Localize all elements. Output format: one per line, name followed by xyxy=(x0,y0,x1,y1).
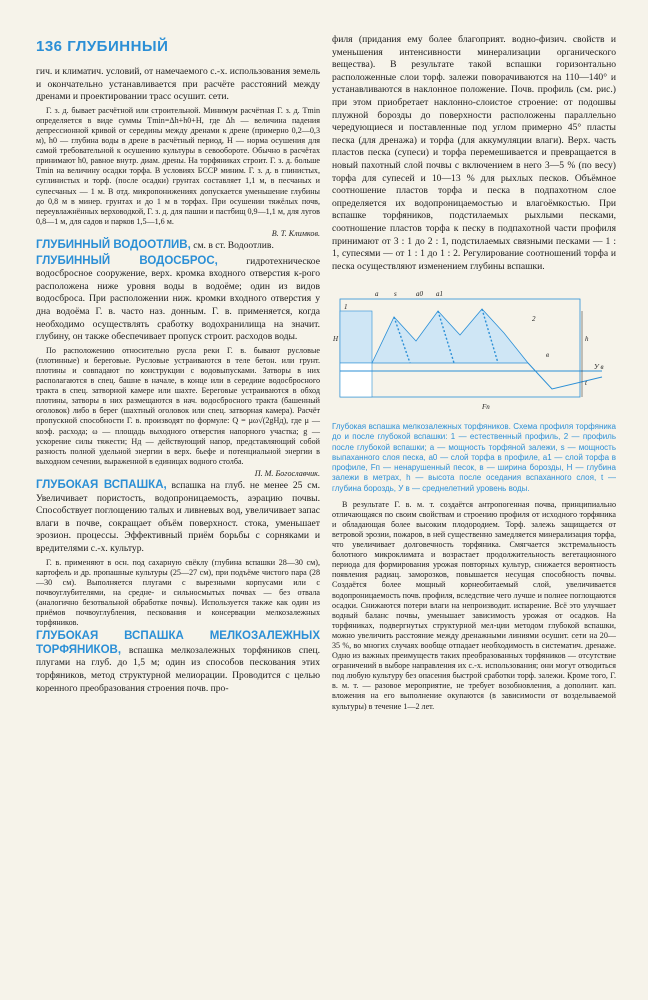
plowed-layer xyxy=(372,309,528,363)
author-signature: В. Т. Климков. xyxy=(271,228,320,238)
label-2: 2 xyxy=(532,315,536,324)
entry-glubokaya-vspashka-torfyanikov xyxy=(36,630,320,695)
label-a0: a0 xyxy=(416,290,423,299)
furrow-bottom xyxy=(528,363,602,389)
headword: ГЛУБОКАЯ ВСПАШКА, xyxy=(36,478,167,491)
label-a: a xyxy=(375,290,379,299)
label-H: H xyxy=(333,335,339,344)
natural-profile-peat xyxy=(340,311,372,363)
label-Uv: У в xyxy=(594,363,604,372)
headword: ГЛУБИННЫЙ ВОДООТЛИВ, xyxy=(36,239,191,251)
entry-body: гидротехническое водосбросное сооружение, верх. кромка входного отверстия к-рого расположена ниже уровня воды в водоёме; один из видов водосброса. При расположении ниж. кромки входного отверстия у дна водоёма Г. в. часто наз. донным. Г. в. применяется, когда необходимо осуществлять сработку водохранилища на значит. глубину, он также обеспечивает пропуск строит. расходов воды. xyxy=(36,255,320,343)
left-column xyxy=(36,66,320,697)
author-signature: П. М. Богославчик. xyxy=(254,468,320,478)
entry-glubinny-vodootliv xyxy=(36,239,320,253)
label-s: s xyxy=(394,290,397,299)
natural-profile-sand xyxy=(340,363,372,397)
label-Fp: Fп xyxy=(482,403,490,412)
entry-glubinny-vodosbros xyxy=(36,255,320,344)
figure-caption: Глубокая вспашка мелкозалежных торфяников. Схема профиля торфяника до и после глубокой вспашки: 1 — естественный профиль, 2 — профиль после глубокой вспашки; a — мощность торфяной залежи, s — мощность выпаханного слоя песка, a0 — слой торфа в профиле, a1 — слой торфа в профиле, Fп — ненарушенный песок, в — ширина борозды, H — глубина залежи в метрах, h — высота после оседания вспаханного слоя, t — глубина бороздь, У в — среднелетний уровень воды. xyxy=(332,422,616,493)
label-b: в xyxy=(546,351,550,360)
label-h: h xyxy=(585,335,589,344)
headword: ГЛУБОКАЯ ВСПАШКА МЕЛКОЗАЛЕЖНЫХ ТОРФЯНИКОВ, xyxy=(36,630,320,656)
headword: ГЛУБИННЫЙ ВОДОСБРОС, xyxy=(36,254,218,267)
entry-body: вспашка на глуб. не менее 25 см. Увеличивает пористость, водопроницаемость, аэрацию почвы. Способствует поглощению талых и ливневых вод, увеличивает запас влаги в почве, сокращает объём поверхност. стока, уменьшает эрозион. процессы. Эффективный приём борьбы с сорняками и вредителями с.-х. культур. xyxy=(36,479,320,554)
label-t: t xyxy=(585,379,587,388)
paragraph: гич. и климатич. условий, от намечаемого с.-х. использования земель и окончательно устанавливается при расчёте расстояний между дренами и проектировании трасс осушит. сети. xyxy=(36,66,320,103)
profile-diagram xyxy=(332,281,616,413)
entry-glubokaya-vspashka xyxy=(36,479,320,556)
label-1: 1 xyxy=(344,303,348,312)
entry-body: вспашка мелкозалежных торфяников спец. плугами на глуб. до 1,5 м; один из способов пескования этих торфяников, метод структурной мелиорации. Проводится с целью коренного преобразования строения почв. про- xyxy=(36,644,320,694)
paragraph: филя (придания ему более благоприят. водно-физич. свойств и уменьшения интенсивности минерализации органического вещества). В результате такой вспашки горизонтально расположенные слои торф. залежи поворачиваются на 110—140° и устанавливаются в наклонное положение. Почв. профиль (см. рис.) при этом приобретает наклонно-слоистое строение: от подошвы плужной борозды до поверхности расположены параллельно чередующиеся и поставленные под углом примерно 45° пласты песка (для дренажа) и торфа (для аккумуляции влаги). Верх. часть пластов песка (супеси) и торфа перемешивается и превращается в новый пахотный слой почвы с включением в него 3—5 % (по весу) торфа для супесей и 10—13 % для рыхлых песков. Объёмное соотношение пластов торфа и песка в подпахотном слое определяется их водопроницаемостью и влагоёмкостью. При вспашке торфяников, подстилаемых рыхлыми песками, соотношение пластов торфа к песку в подпахотной части профиля принимают от 3 : 1 до 2 : 1, подстилаемых связными песками — 1 : 1, супесями — от 1 : 1 до 1 : 2. Регулирование соотношений торфа и песка осуществляют изменением глубины вспашки. xyxy=(332,34,616,272)
paragraph: Г. в. применяют в осн. под сахарную свёклу (глубина вспашки 28—30 см), картофель и др. пропашные культуры (25—27 см), при подъёме чистого пара (28—30 см). Выполняется плугами с вырезными корпусами или с почвоуглубителями, на средне- и сильносмытых почвах — без отвала (аналогично безотвальной обработке почвы). Используется также как один из приёмов почвоуглубления, пескования и консервации мелкозалежных торфяников. xyxy=(36,557,320,628)
paragraph: Г. з. д. бывает расчётной или строительной. Минимум расчётная Г. з. д. Tmin определяется в виде суммы Tmin=Δh+h0+H, где Δh — величина падения депрессионной кривой от середины между дренами к дрене (примерно 0,2—0,3 м), h0 — глубина воды в дрене в расчётный период, H — норма осушения для самой требовательной к осушению культуры в севообороте. Обычно в расчётах принимают h0, равное внутр. диам. дрены. На торфяниках строит. Г. з. д. больше Tmin на величину осадки торфа. В условиях БССР миним. Г. з. д. в глинистых, суглинистых и торф. (после осадки) грунтах составляет 1,1 м, в песчаных и супесчаных — 1 м. В отд. микропонижениях допускается уменьшение глубины до 0,8 м в минер. грунтах и до 1 м в торфах. При осушении тяжёлых почв, переувлажнённых верховодкой, Г. з. д. для пашни и пастбищ 0,9—1,1 м, для лугов 0,8—1 м, для садов и парков 1,5—1,6 м. xyxy=(36,105,320,226)
paragraph: По расположению относительно русла реки Г. в. бывают русловые (плотинные) и береговые. Русловые устраиваются в теле бетон. или грунт. плотины и совпадают по конструкции с водовыпусками. Затворы в них располагаются в спец. башне в начале, в конце или в середине водосбросного тракта в спец. затворной камере или шахте. Береговые устраиваются в обход плотины, затворы в них размещаются в нач. водосбросного тракта (башенный оголовок) либо в берег (шахтный оголовок или спец. затворная камера). Расчёт пропускной способности Г. в. производят по формуле: Q = μω√(2gHд), где μ — коэф. расхода; ω — площадь выходного отверстия напорного участка; g — ускорение силы тяжести; Hд — действующий напор, представляющий собой разность полной удельной энергии в верх. бьефе и потенциальной энергии в выходном сечении, выраженной в единицах водного столба. xyxy=(36,345,320,466)
right-column xyxy=(332,34,616,714)
paragraph: В результате Г. в. м. т. создаётся антропогенная почва, принципиально отличающаяся по своим свойствам и строению профиля от исходного торфяника и обладающая более высоким плодородием. Торф. залежь защищается от ветровой эрозии, пожаров, в ней существенно замедляется минерализация торфа, что увеличивает долговечность торфяника. Смягчается экстремальность болотного микроклимата и возрастает продолжительность вегетационного периода для формирования урожая повторных культур, снижается вероятность появления радиац. заморозков, повышается несущая способность почвы. Создаётся более мощный корнеобитаемый слой, увеличивается водопроницаемость почв. профиля, вследствие чего лучше и полнее поглощаются осадки. Снижаются потери влаги на непроизводит. испарение. Всё это улучшает водный баланс почвы, уменьшает зависимость урожая от осадков. На торфяниках, подвергнутых структурной мел-ции методом глубокой вспашки, можно увеличить расстояние между дренажными линиями осушит. сети на 20—35 %, во многих случаях вообще отпадает необходимость в систематич. дренаже. Одно из важных преимуществ таких преобразованных торфяников — отсутствие ограничений в выборе направления их с.-х. использования; они могут отводиться под любую культуру без опасения быстрой сработки торф. залежи. Кроме того, Г. в. м. т. — разовое мероприятие, не требует возобновления, а дополнит. кап. вложения на его выполнение окупаются (в зависимости от возделываемой культуры) в течение 1—2 лет. xyxy=(332,499,616,711)
page-header: 136 ГЛУБИННЫЙ xyxy=(36,38,169,55)
label-a1: a1 xyxy=(436,290,443,299)
entry-body: см. в ст. Водоотлив. xyxy=(190,240,274,251)
